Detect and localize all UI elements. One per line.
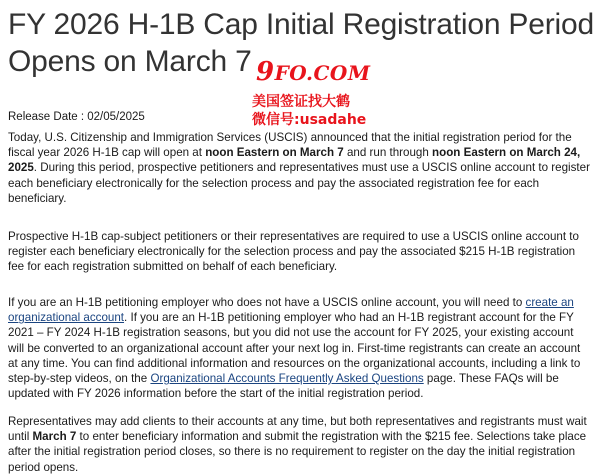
release-date: Release Date : 02/05/2025: [8, 111, 145, 123]
watermark-logo: [252, 58, 382, 129]
close-time: noon Eastern on March 24, 2025: [8, 146, 581, 175]
create-organizational-account-link[interactable]: create an organizational account: [8, 296, 574, 325]
paragraph-3: If you are an H-1B petitioning employer who does not have a USCIS online account, you will need to create an organizational account. If you are an H-1B petitioning employer who had an H-1B registrant account for the FY 2021 – FY 2024 H-1B registration seasons, but you did not use the account for FY 2025, your existing account will be converted to an organizational account after your next log in. First-time registrants can create an account at any time. You can find additional information and resources on the organizational accounts, including a link to step-by-step videos, on the Organizational Accounts Frequently Asked Questions page. These FAQs will be updated with FY 2026 information before the start of the initial registration period.: [8, 296, 581, 401]
march-7-bold: March 7: [32, 430, 77, 444]
watermark-line-2: 微信号:usadahe: [252, 112, 367, 128]
paragraph-1: Today, U.S. Citizenship and Immigration Services (USCIS) announced that the initial registration period for the fiscal year 2026 H-1B cap will open at noon Eastern on March 7 and run through noon Eastern on March 24, 2025. During this period, prospective petitioners and representatives must use a USCIS online account to register each beneficiary electronically for the selection process and pay the associated registration fee for each beneficiary.: [8, 131, 590, 205]
open-time: noon Eastern on March 7: [205, 146, 344, 160]
paragraph-4: Representatives may add clients to their accounts at any time, but both representatives and registrants must wait until March 7 to enter beneficiary information and submit the registration with the $215 fee. Selections take place after the initial registration period closes, so there is no requirement to register on the day the initial registration period opens.: [8, 415, 587, 474]
organizational-accounts-faq-link[interactable]: Organizational Accounts Frequently Asked Questions: [150, 372, 424, 386]
paragraph-2: Prospective H-1B cap-subject petitioners or their representatives are required to use a USCIS online account to register each beneficiary electronically for the selection process and pay the associated $215 H-1B registration fee for each registration submitted on behalf of each beneficiary.: [8, 230, 579, 274]
watermark-line-1: 美国签证找大鹤: [252, 94, 350, 110]
title-line-1: FY 2026 H-1B Cap Initial Registration Period: [8, 8, 594, 41]
title-line-2: Opens on March 7: [8, 45, 252, 78]
watermark-site-logo: 9FO.COM: [256, 57, 371, 87]
